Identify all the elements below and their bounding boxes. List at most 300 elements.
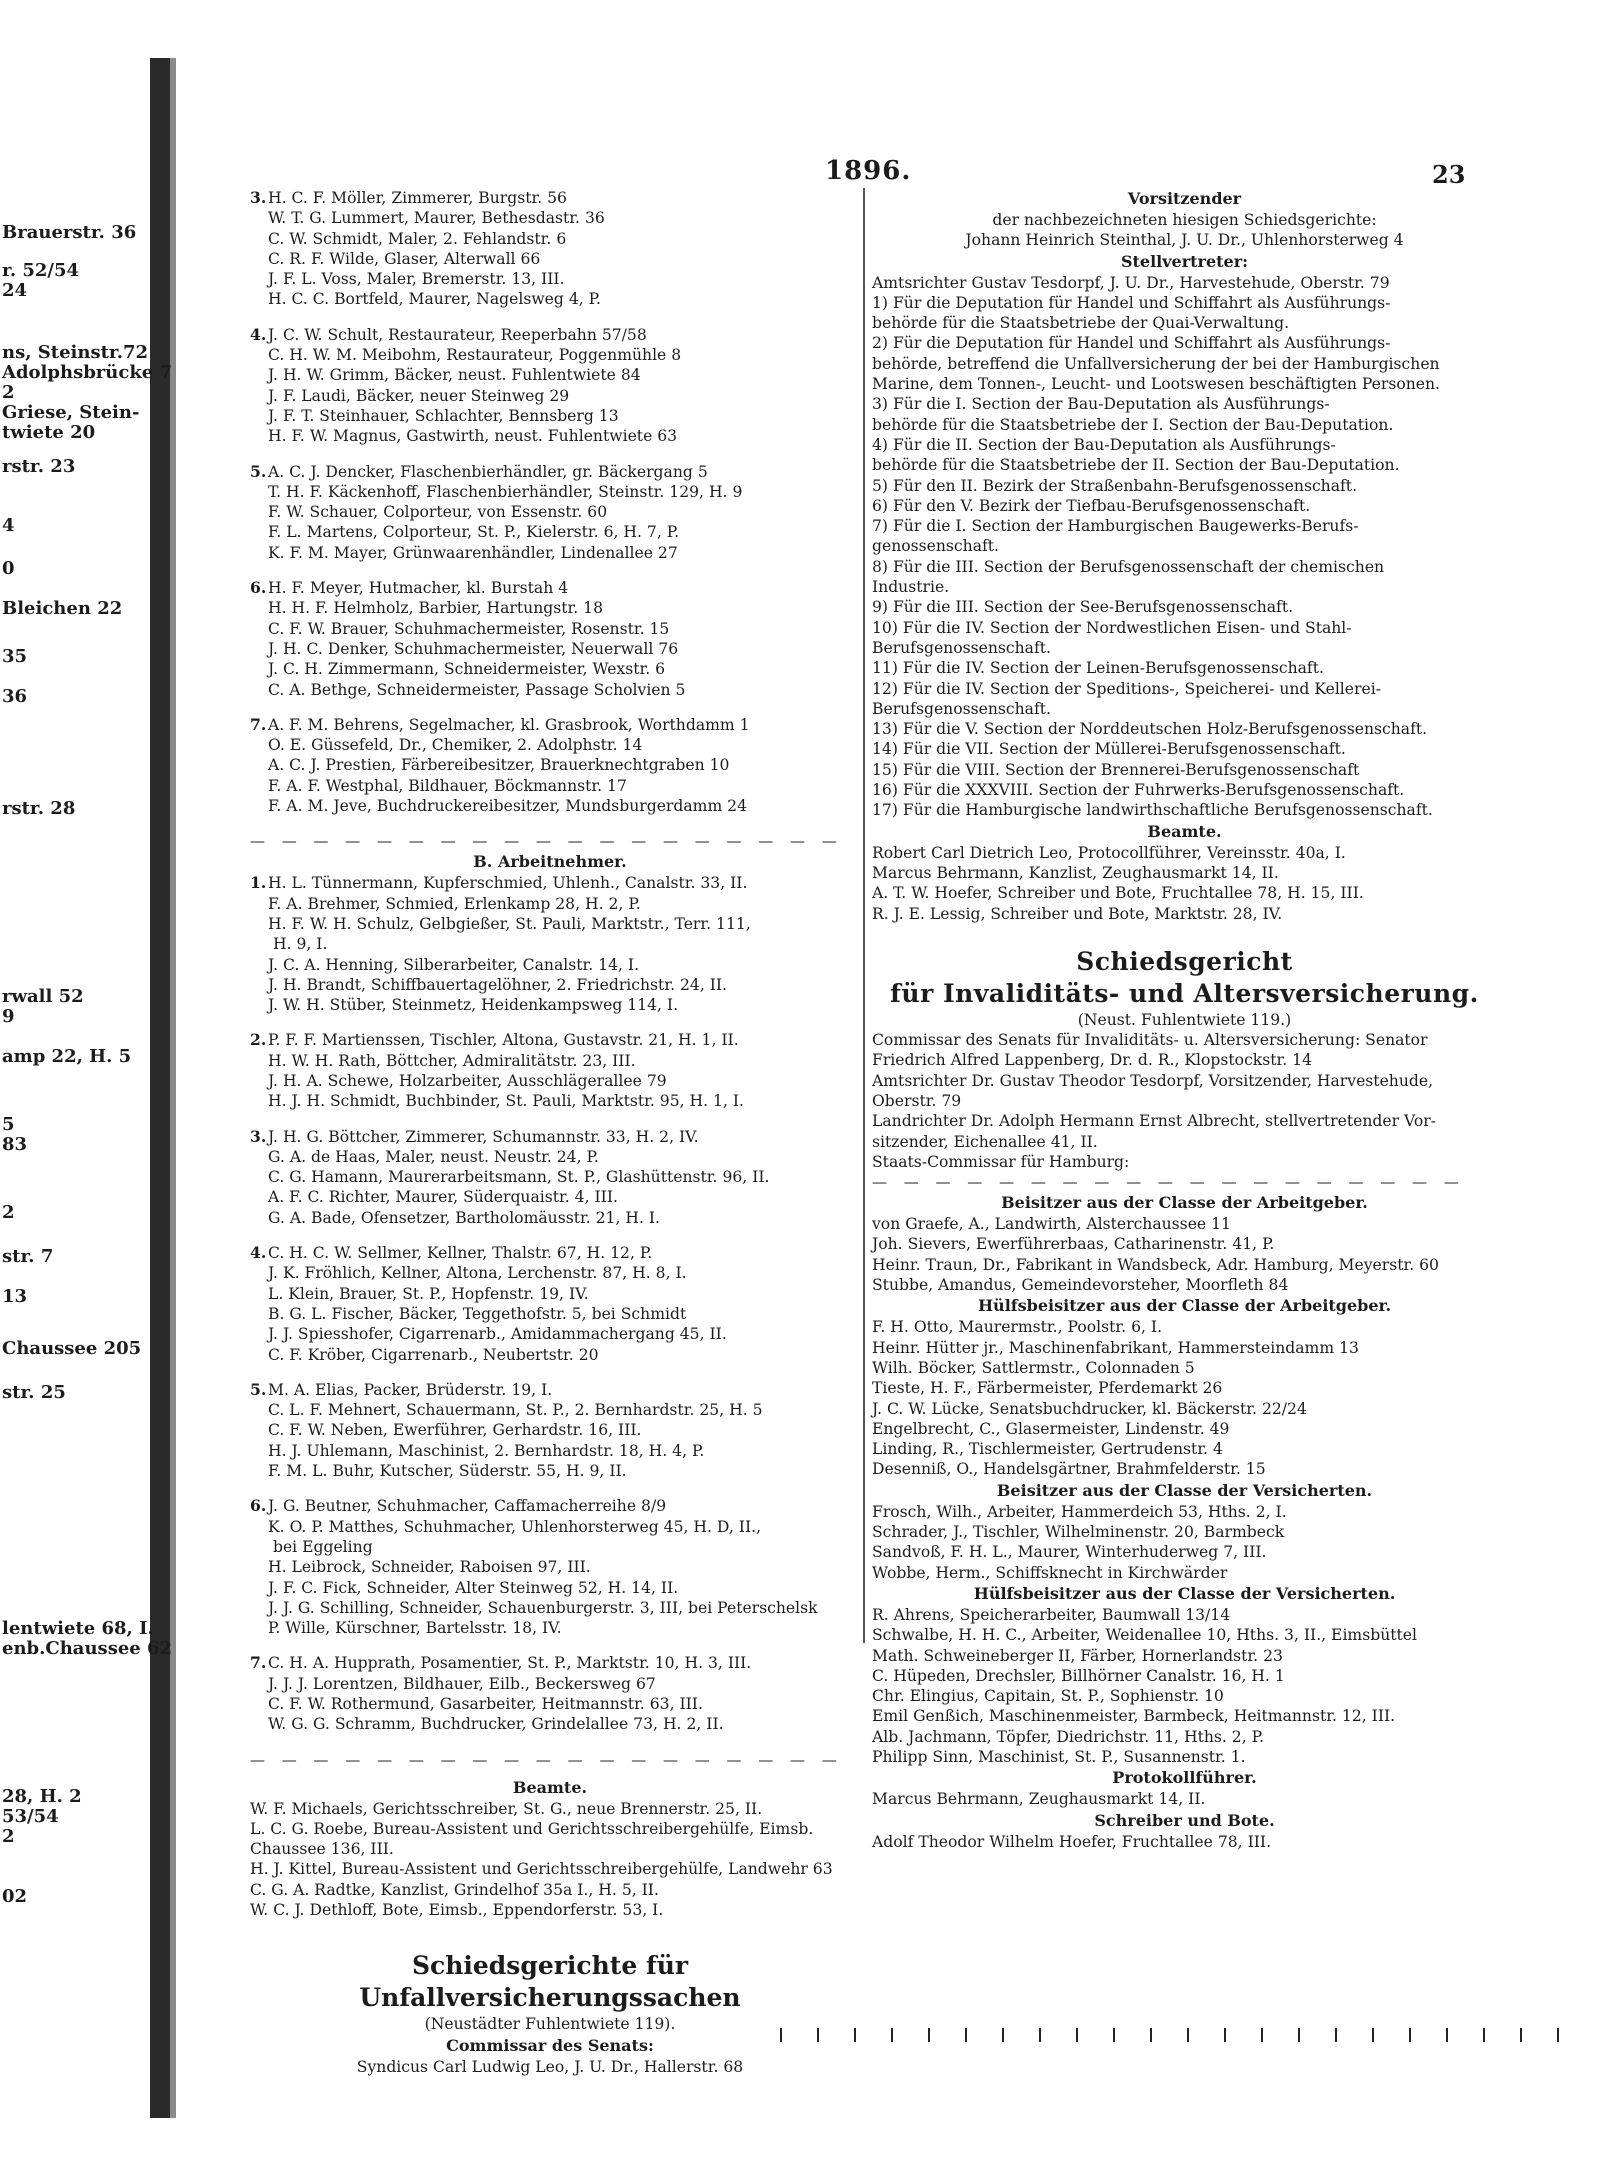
directory-entry [250, 1167, 850, 1187]
fragment-line: 13 [2, 1286, 28, 1307]
assessor-entry: Math. Schweineberger II, Färber, Hornerlandstr. 23 [872, 1646, 1283, 1665]
margin-tick [1113, 2028, 1115, 2042]
fragment-line: 53/54 [2, 1806, 59, 1827]
entry-text: A. C. J. Prestien, Färbereibesitzer, Brauerknechtgraben 10 [268, 756, 730, 775]
entry-text: J. F. C. Fick, Schneider, Alter Steinweg 52, H. 14, II. [268, 1578, 679, 1597]
scan-margin-marks [780, 2028, 1600, 2042]
fragment-line: rstr. 28 [2, 798, 76, 819]
assessor-group-heading: Protokollführer. [1112, 1768, 1257, 1788]
commissioner-name: Syndicus Carl Ludwig Leo, J. U. Dr., Hallerstr. 68 [356, 2057, 744, 2076]
group-number: 6. [250, 578, 267, 598]
fragment-line: 24 [2, 280, 28, 301]
spacer [250, 1920, 850, 1935]
entry-text: J. H. W. Grimm, Bäcker, neust. Fuhlentwiete 84 [268, 366, 641, 385]
directory-entry [250, 1127, 850, 1147]
directory-entry [250, 188, 850, 208]
intro-entry: Commissar des Senats für Invaliditäts- u. Altersversicherung: Senator [872, 1031, 1428, 1050]
deputy-heading: Stellvertreter: [1120, 251, 1249, 271]
spacer [250, 1638, 850, 1653]
fragment-line: 9 [2, 1006, 15, 1027]
fragment-line: 2 [2, 1826, 15, 1847]
fragment-line: lentwiete 68, I. [2, 1618, 154, 1639]
entry-text: F. W. Schauer, Colporteur, von Essenstr. 60 [268, 503, 608, 522]
margin-tick [1446, 2028, 1448, 2042]
fragment-line: Chaussee 205 [2, 1338, 142, 1359]
entry-text: J. G. Beutner, Schuhmacher, Caffamacherreihe 8/9 [268, 1497, 667, 1516]
margin-tick [780, 2028, 782, 2042]
deputy-name: Amtsrichter Gustav Tesdorpf, J. U. Dr., Harvestehude, Oberstr. 79 [872, 273, 1390, 292]
margin-tick [1483, 2028, 1485, 2042]
directory-entry [250, 269, 850, 289]
invalidity-court-title: Schiedsgericht [1076, 946, 1293, 976]
official-entry: R. J. E. Lessig, Schreiber und Bote, Marktstr. 28, IV. [872, 904, 1283, 923]
group-number: 1. [250, 873, 267, 893]
entry-text: H. C. F. Möller, Zimmerer, Burgstr. 56 [268, 189, 567, 207]
entry-text: H. H. F. Helmholz, Barbier, Hartungstr. 18 [268, 599, 603, 618]
official-entry: Robert Carl Dietrich Leo, Protocollführer, Vereinsstr. 40a, I. [872, 843, 1346, 862]
group-number: 7. [250, 714, 267, 734]
entry-text: A. C. J. Dencker, Flaschenbierhändler, gr. Bäckergang 5 [268, 462, 708, 481]
official-entry: W. F. Michaels, Gerichtsschreiber, St. G., neue Brennerstr. 25, II. [250, 1799, 763, 1818]
assessor-entry: Sandvoß, F. H. L., Maurer, Winterhuderweg 7, III. [872, 1543, 1267, 1562]
fragment-line: Brauerstr. 36 [2, 222, 137, 243]
entry-text: J. J. J. Lorentzen, Bildhauer, Eilb., Beckersweg 67 [268, 1674, 656, 1693]
entry-text: J. W. H. Stüber, Steinmetz, Heidenkampsweg 114, I. [268, 996, 679, 1015]
directory-entry [250, 1400, 850, 1420]
margin-tick [1039, 2028, 1041, 2042]
spacer [250, 1935, 850, 1950]
entry-text: C. A. Bethge, Schneidermeister, Passage Scholvien 5 [268, 680, 686, 699]
entry-text: C. H. C. W. Sellmer, Kellner, Thalstr. 67, H. 12, P. [268, 1244, 653, 1263]
chair-subtitle: der nachbezeichneten hiesigen Schiedsgerichte: [992, 211, 1377, 229]
entry-text: F. A. Brehmer, Schmied, Erlenkamp 28, H. 2, P. [268, 894, 641, 913]
entry-text: F. M. L. Buhr, Kutscher, Süderstr. 55, H. 9, II. [268, 1462, 627, 1481]
fragment-line: r. 52/54 [2, 260, 80, 281]
intro-entry: Friedrich Alfred Lappenberg, Dr. d. R., Klopstockstr. 14 [872, 1051, 1313, 1070]
official-entry: C. G. A. Radtke, Kanzlist, Grindelhof 35a I., H. 5, II. [250, 1880, 659, 1899]
fragment-line: 83 [2, 1134, 28, 1155]
entry-text: H. C. C. Bortfeld, Maurer, Nagelsweg 4, P. [268, 290, 601, 309]
entry-text: J. F. L. Voss, Maler, Bremerstr. 13, III. [268, 270, 565, 289]
assessor-entry: R. Ahrens, Speicherarbeiter, Baumwall 13/14 [872, 1605, 1231, 1624]
entry-text: A. F. C. Richter, Maurer, Süderquaistr. 4, III. [268, 1188, 618, 1207]
margin-tick [1224, 2028, 1226, 2042]
court-entry: 3) Für die I. Section der Bau-Deputation als Ausführungs- [872, 395, 1330, 414]
entry-text: F. A. F. Westphal, Bildhauer, Böckmannstr. 17 [268, 776, 627, 795]
fragment-line: enb.Chaussee 62 [2, 1638, 173, 1659]
margin-tick [1002, 2028, 1004, 2042]
assessor-entry: Stubbe, Amandus, Gemeindevorsteher, Moorfleth 84 [872, 1276, 1289, 1295]
entry-text: C. W. Schmidt, Maler, 2. Fehlandstr. 6 [268, 229, 567, 248]
court-entry: 17) Für die Hamburgische landwirthschaftliche Berufsgenossenschaft. [872, 801, 1433, 820]
directory-entry [250, 776, 850, 796]
margin-tick [1298, 2028, 1300, 2042]
entry-text: H. F. W. Magnus, Gastwirth, neust. Fuhlentwiete 63 [268, 427, 678, 446]
directory-entry [250, 543, 850, 563]
directory-entry [250, 1208, 850, 1228]
entry-text: P. F. F. Martienssen, Tischler, Altona, Gustavstr. 21, H. 1, II. [268, 1031, 739, 1050]
margin-tick [928, 2028, 930, 2042]
entry-text: C. H. A. Hupprath, Posamentier, St. P., Marktstr. 10, H. 3, III. [268, 1654, 752, 1673]
left-column [250, 188, 850, 2077]
group-number: 6. [250, 1496, 267, 1516]
margin-tick [1409, 2028, 1411, 2042]
entry-text: J. F. Laudi, Bäcker, neuer Steinweg 29 [268, 386, 570, 405]
entry-text: J. H. A. Schewe, Holzarbeiter, Ausschlägerallee 79 [268, 1071, 667, 1090]
assessor-entry: C. Hüpeden, Drechsler, Billhörner Canalstr. 16, H. 1 [872, 1666, 1285, 1685]
entry-text: J. J. G. Schilling, Schneider, Schauenburgerstr. 3, III, bei Peterschelsk [268, 1598, 818, 1617]
official-entry: H. J. Kittel, Bureau-Assistent und Gerichtsschreibergehülfe, Landwehr 63 [250, 1860, 833, 1879]
directory-entry [250, 955, 850, 975]
assessor-group-heading: Hülfsbeisitzer aus der Classe der Versicherten. [973, 1583, 1396, 1603]
directory-entry [250, 1496, 850, 1516]
entry-text: H. F. W. H. Schulz, Gelbgießer, St. Pauli, Marktstr., Terr. 111, [268, 914, 751, 933]
directory-entry [250, 482, 850, 502]
entry-text: H. W. H. Rath, Böttcher, Admiralitätstr. 23, III. [268, 1051, 636, 1070]
entry-text: C. F. W. Brauer, Schuhmachermeister, Rosenstr. 15 [268, 619, 670, 638]
assessor-entry: Wilh. Böcker, Sattlermstr., Colonnaden 5 [872, 1358, 1195, 1377]
group-number: 3. [250, 1126, 267, 1146]
entry-text: H. L. Tünnermann, Kupferschmied, Uhlenh., Canalstr. 33, II. [268, 874, 748, 893]
chair-heading: Vorsitzender [1127, 189, 1242, 208]
assessor-group-heading: Schreiber und Bote. [1094, 1810, 1275, 1830]
court-entry: 15) Für die VIII. Section der Brennerei-Berufsgenossenschaft [872, 760, 1360, 779]
entry-text: C. G. Hamann, Maurerarbeitsmann, St. P., Glashüttenstr. 96, II. [268, 1168, 770, 1187]
entry-text: J. F. T. Steinhauer, Schlachter, Bennsberg 13 [268, 406, 619, 425]
assessor-group-heading: Beisitzer aus der Classe der Versicherten. [996, 1480, 1373, 1500]
directory-entry [250, 1420, 850, 1440]
entry-text: L. Klein, Brauer, St. P., Hopfenstr. 19, IV. [268, 1284, 589, 1303]
fragment-line: 35 [2, 646, 28, 667]
court-entry: 11) Für die IV. Section der Leinen-Berufsgenossenschaft. [872, 659, 1324, 678]
margin-tick [1187, 2028, 1189, 2042]
accident-court-title: Schiedsgerichte für Unfallversicherungssachen [359, 1951, 741, 2013]
intro-entry: Staats-Commissar für Hamburg: [872, 1152, 1130, 1171]
group-number: 4. [250, 324, 267, 344]
invalidity-court-address: (Neust. Fuhlentwiete 119.) [1077, 1010, 1292, 1029]
entry-text: J. C. H. Zimmermann, Schneidermeister, Wexstr. 6 [268, 660, 666, 679]
assessor-entry: Joh. Sievers, Ewerführerbaas, Catharinenstr. 41, P. [872, 1235, 1275, 1254]
fragment-line: 4 [2, 515, 15, 536]
directory-entry [250, 755, 850, 775]
entry-text: O. E. Güssefeld, Dr., Chemiker, 2. Adolphstr. 14 [268, 736, 643, 755]
court-entry: Industrie. [872, 578, 950, 597]
directory-entry [250, 1071, 850, 1091]
directory-entry [250, 914, 850, 934]
directory-entry [250, 365, 850, 385]
margin-tick [854, 2028, 856, 2042]
directory-entry [250, 934, 850, 954]
official-entry: W. C. J. Dethloff, Bote, Eimsb., Eppendorferstr. 53, I. [250, 1901, 664, 1920]
entry-text: B. G. L. Fischer, Bäcker, Teggethofstr. 5, bei Schmidt [268, 1304, 687, 1323]
directory-entry [250, 406, 850, 426]
fragment-line: 02 [2, 1886, 28, 1907]
spacer [250, 310, 850, 325]
court-entry: 12) Für die IV. Section der Speditions-, Speicherei- und Kellerei- [872, 679, 1381, 698]
fragment-line: str. 25 [2, 1382, 66, 1403]
fragment-line: Adolphsbrücke 7 [2, 362, 173, 383]
directory-entry [250, 1674, 850, 1694]
entry-text: bei Eggeling [268, 1537, 373, 1556]
fragment-line: 5 [2, 1114, 15, 1135]
official-entry: L. C. G. Roebe, Bureau-Assistent und Gerichtsschreibergehülfe, Eimsb. [250, 1819, 814, 1838]
dash-separator: — — — — — — — — — — — — — — — — — — — [250, 832, 843, 851]
directory-entry [250, 1324, 850, 1344]
court-entry: 14) Für die VII. Section der Müllerei-Berufsgenossenschaft. [872, 740, 1346, 759]
assessor-entry: Frosch, Wilh., Arbeiter, Hammerdeich 53, Hths. 2, I. [872, 1502, 1287, 1521]
entry-text: C. F. W. Rothermund, Gasarbeiter, Heitmannstr. 63, III. [268, 1695, 703, 1713]
page-year: 1896. [825, 156, 912, 186]
directory-entry [250, 1653, 850, 1673]
group-number: 4. [250, 1243, 267, 1263]
assessor-entry: F. H. Otto, Maurermstr., Poolstr. 6, I. [872, 1318, 1163, 1337]
entry-text: J. H. G. Böttcher, Zimmerer, Schumannstr. 33, H. 2, IV. [268, 1127, 699, 1146]
directory-entry [250, 680, 850, 700]
fragment-line: twiete 20 [2, 422, 96, 443]
invalidity-court-subtitle: für Invaliditäts- und Altersversicherung. [890, 978, 1479, 1008]
entry-text: T. H. F. Käckenhoff, Flaschenbierhändler, Steinstr. 129, H. 9 [268, 482, 743, 501]
court-entry: Berufsgenossenschaft. [872, 638, 1051, 657]
directory-entry [250, 1598, 850, 1618]
spacer [250, 1365, 850, 1380]
intro-entry: Amtsrichter Dr. Gustav Theodor Tesdorpf, Vorsitzender, Harvestehude, [872, 1071, 1434, 1090]
intro-entry: Landrichter Dr. Adolph Hermann Ernst Albrecht, stellvertretender Vor- [872, 1112, 1436, 1131]
margin-tick [891, 2028, 893, 2042]
assessor-entry: Schwalbe, H. H. C., Arbeiter, Weidenallee 10, Hths. 3, II., Eimsbüttel [872, 1626, 1417, 1645]
assessor-entry: J. C. W. Lücke, Senatsbuchdrucker, kl. Bäckerstr. 22/24 [872, 1399, 1307, 1418]
entry-text: C. F. Kröber, Cigarrenarb., Neubertstr. 20 [268, 1345, 599, 1364]
spacer [250, 1112, 850, 1127]
margin-tick [1261, 2028, 1263, 2042]
officials-heading: Beamte. [512, 1777, 588, 1797]
court-entry: 7) Für die I. Section der Hamburgischen Baugewerks-Berufs- [872, 517, 1359, 536]
directory-entry [250, 873, 850, 893]
directory-entry [250, 1694, 850, 1714]
court-entry: 10) Für die IV. Section der Nordwestlichen Eisen- und Stahl- [872, 618, 1352, 637]
previous-page-fragment [0, 150, 173, 2100]
entry-text: C. F. W. Neben, Ewerführer, Gerhardstr. 16, III. [268, 1421, 642, 1440]
court-entry: 13) Für die V. Section der Norddeutschen Holz-Berufsgenossenschaft. [872, 720, 1428, 739]
fragment-line: rstr. 23 [2, 456, 76, 477]
dash-separator: — — — — — — — — — — — — — — — — — — — [872, 1173, 1465, 1192]
group-number: 2. [250, 1030, 267, 1050]
directory-entry [250, 325, 850, 345]
page-number: 23 [1432, 160, 1466, 189]
entry-text: J. K. Fröhlich, Kellner, Altona, Lerchenstr. 87, H. 8, I. [268, 1264, 687, 1283]
dash-separator: — — — — — — — — — — — — — — — — — — — [250, 1750, 843, 1769]
directory-entry [250, 1557, 850, 1577]
margin-tick [1520, 2028, 1522, 2042]
accident-court-address: (Neustädter Fuhlentwiete 119). [424, 2015, 676, 2034]
entry-text: J. C. A. Henning, Silberarbeiter, Canalstr. 14, I. [268, 955, 640, 974]
margin-tick [1076, 2028, 1078, 2042]
entry-text: M. A. Elias, Packer, Brüderstr. 19, I. [268, 1380, 553, 1399]
fragment-line: 28, H. 2 [2, 1786, 82, 1807]
spacer [250, 1735, 850, 1750]
assessor-entry: Alb. Jachmann, Töpfer, Diedrichstr. 11, Hths. 2, P. [872, 1727, 1264, 1746]
court-entry: 9) Für die III. Section der See-Berufsgenossenschaft. [872, 598, 1294, 617]
margin-tick [1372, 2028, 1374, 2042]
court-entry: 6) Für den V. Bezirk der Tiefbau-Berufsgenossenschaft. [872, 496, 1311, 515]
directory-entry [250, 1618, 850, 1638]
section-heading: B. Arbeitnehmer. [473, 852, 627, 872]
fragment-line: 36 [2, 686, 28, 707]
court-entry: Berufsgenossenschaft. [872, 699, 1051, 718]
entry-text: P. Wille, Kürschner, Bartelsstr. 18, IV. [268, 1619, 562, 1638]
court-entry: behörde, betreffend die Unfallversicherung der bei der Hamburgischen [872, 354, 1440, 373]
spacer [250, 1770, 850, 1777]
assessor-entry: Heinr. Hütter jr., Maschinenfabrikant, Hammersteindamm 13 [872, 1338, 1359, 1357]
directory-entry [250, 1263, 850, 1283]
assessor-entry: Tieste, H. F., Färbermeister, Pferdemarkt 26 [872, 1379, 1223, 1398]
spacer [250, 447, 850, 462]
spacer [250, 1015, 850, 1030]
entry-text: C. L. F. Mehnert, Schauermann, St. P., 2. Bernhardstr. 25, H. 5 [268, 1401, 763, 1420]
directory-entry [250, 1714, 850, 1734]
directory-entry [250, 995, 850, 1015]
directory-entry [250, 208, 850, 228]
intro-entry: Oberstr. 79 [872, 1091, 962, 1110]
chair-name: Johann Heinrich Steinthal, J. U. Dr., Uhlenhorsterweg 4 [965, 231, 1404, 250]
fragment-line: 2 [2, 1202, 15, 1223]
fragment-line: 0 [2, 558, 15, 579]
entry-text: H. J. Uhlemann, Maschinist, 2. Bernhardstr. 18, H. 4, P. [268, 1441, 705, 1460]
directory-entry [250, 1091, 850, 1111]
group-number: 7. [250, 1653, 267, 1673]
entry-text: C. R. F. Wilde, Glaser, Alterwall 66 [268, 249, 541, 268]
court-entry: 2) Für die Deputation für Handel und Schiffahrt als Ausführungs- [872, 334, 1391, 353]
court-entry: 4) Für die II. Section der Bau-Deputation als Ausführungs- [872, 435, 1336, 454]
assessor-entry: Emil Genßich, Maschinenmeister, Barmbeck, Heitmannstr. 12, III. [872, 1707, 1396, 1726]
official-entry: Chaussee 136, III. [250, 1840, 394, 1859]
directory-entry [250, 659, 850, 679]
column-divider [863, 188, 865, 1643]
entry-text: H. Leibrock, Schneider, Raboisen 97, III. [268, 1558, 591, 1577]
entry-text: F. L. Martens, Colporteur, St. P., Kielerstr. 6, H. 7, P. [268, 523, 680, 542]
directory-entry [250, 1147, 850, 1167]
assessor-entry: Desenniß, O., Handelsgärtner, Brahmfelderstr. 15 [872, 1460, 1266, 1479]
directory-entry [250, 715, 850, 735]
directory-page [200, 150, 1480, 2080]
assessor-entry: Linding, R., Tischlermeister, Gertrudenstr. 4 [872, 1440, 1223, 1459]
intro-entry: sitzender, Eichenallee 41, II. [872, 1132, 1098, 1151]
entry-text: J. C. W. Schult, Restaurateur, Reeperbahn 57/58 [268, 325, 647, 344]
spacer [872, 924, 1497, 939]
directory-entry [250, 386, 850, 406]
entry-text: F. A. M. Jeve, Buchdruckereibesitzer, Mundsburgerdamm 24 [268, 797, 748, 816]
entry-text: H. 9, I. [268, 935, 328, 954]
entry-text: J. H. Brandt, Schiffbauertagelöhner, 2. Friedrichstr. 24, II. [268, 975, 728, 994]
directory-entry [250, 1051, 850, 1071]
directory-entry [250, 619, 850, 639]
directory-entry [250, 1578, 850, 1598]
directory-entry [250, 1461, 850, 1481]
group-number: 5. [250, 461, 267, 481]
directory-entry [250, 1187, 850, 1207]
entry-text: W. G. G. Schramm, Buchdrucker, Grindelallee 73, H. 2, II. [268, 1715, 724, 1734]
spacer [250, 563, 850, 578]
directory-entry [250, 1517, 850, 1537]
assessor-entry: Marcus Behrmann, Zeughausmarkt 14, II. [872, 1790, 1206, 1809]
margin-tick [965, 2028, 967, 2042]
court-entry: 5) Für den II. Bezirk der Straßenbahn-Berufsgenossenschaft. [872, 476, 1358, 495]
court-entry: Marine, dem Tonnen-, Leucht- und Lootswesen beschäftigten Personen. [872, 375, 1441, 394]
officials-heading: Beamte. [1147, 821, 1222, 841]
court-entry: 8) Für die III. Section der Berufsgenossenschaft der chemischen [872, 557, 1385, 576]
directory-entry [250, 578, 850, 598]
entry-text: C. H. W. M. Meibohm, Restaurateur, Poggenmühle 8 [268, 346, 682, 365]
entry-text: K. O. P. Matthes, Schuhmacher, Uhlenhorsterweg 45, H. D, II., [268, 1517, 762, 1536]
directory-entry [250, 735, 850, 755]
fragment-line: ns, Steinstr.72 [2, 342, 149, 363]
directory-entry [250, 289, 850, 309]
commissioner-heading: Commissar des Senats: [446, 2035, 654, 2055]
margin-tick [1335, 2028, 1337, 2042]
fragment-line: Bleichen 22 [2, 598, 123, 619]
margin-tick [1557, 2028, 1559, 2042]
entry-text: A. F. M. Behrens, Segelmacher, kl. Grasbrook, Worthdamm 1 [268, 715, 750, 734]
official-entry: A. T. W. Hoefer, Schreiber und Bote, Fruchtallee 78, H. 15, III. [872, 884, 1364, 903]
directory-entry [250, 502, 850, 522]
directory-entry [250, 598, 850, 618]
assessor-entry: Wobbe, Herm., Schiffsknecht in Kirchwärder [872, 1563, 1228, 1582]
fragment-line: Griese, Stein- [2, 402, 140, 423]
entry-text: J. H. C. Denker, Schuhmachermeister, Neuerwall 76 [268, 639, 679, 658]
directory-entry [250, 975, 850, 995]
directory-entry [250, 1537, 850, 1557]
fragment-line: 2 [2, 382, 15, 403]
right-column [872, 188, 1497, 1852]
entry-text: H. F. Meyer, Hutmacher, kl. Burstah 4 [268, 579, 569, 598]
directory-entry [250, 1441, 850, 1461]
directory-entry [250, 1243, 850, 1263]
directory-entry [250, 1304, 850, 1324]
court-entry: genossenschaft. [872, 537, 999, 556]
directory-entry [250, 249, 850, 269]
assessor-group-heading: Beisitzer aus der Classe der Arbeitgeber. [1001, 1193, 1368, 1213]
group-number: 3. [250, 188, 267, 207]
entry-text: G. A. Bade, Ofensetzer, Bartholomäusstr. 21, H. I. [268, 1208, 661, 1227]
margin-tick [1150, 2028, 1152, 2042]
entry-text: H. J. H. Schmidt, Buchbinder, St. Pauli, Marktstr. 95, H. 1, I. [268, 1092, 744, 1111]
assessor-entry: Schrader, J., Tischler, Wilhelminenstr. 20, Barmbeck [872, 1523, 1285, 1542]
court-entry: 1) Für die Deputation für Handel und Schiffahrt als Ausführungs- [872, 293, 1391, 312]
spacer [250, 816, 850, 831]
group-number: 5. [250, 1379, 267, 1399]
directory-entry [250, 1380, 850, 1400]
spacer [250, 1228, 850, 1243]
court-entry: behörde für die Staatsbetriebe der I. Section der Bau-Deputation. [872, 415, 1394, 434]
directory-entry [250, 1030, 850, 1050]
directory-entry [250, 639, 850, 659]
directory-entry [250, 1284, 850, 1304]
entry-text: J. J. Spiesshofer, Cigarrenarb., Amidammachergang 45, II. [268, 1325, 727, 1344]
assessor-entry: Adolf Theodor Wilhelm Hoefer, Fruchtallee 78, III. [872, 1832, 1272, 1851]
margin-tick [817, 2028, 819, 2042]
assessor-entry: Heinr. Traun, Dr., Fabrikant in Wandsbeck, Adr. Hamburg, Meyerstr. 60 [872, 1255, 1439, 1274]
directory-entry [250, 462, 850, 482]
fragment-line: str. 7 [2, 1246, 54, 1267]
assessor-entry: von Graefe, A., Landwirth, Alsterchaussee 11 [872, 1215, 1231, 1234]
entry-text: G. A. de Haas, Maler, neust. Neustr. 24, P. [268, 1147, 599, 1166]
directory-entry [250, 229, 850, 249]
fragment-line: rwall 52 [2, 986, 84, 1007]
directory-entry [250, 426, 850, 446]
directory-entry [250, 894, 850, 914]
court-entry: 16) Für die XXXVIII. Section der Fuhrwerks-Berufsgenossenschaft. [872, 781, 1405, 800]
directory-entry [250, 1345, 850, 1365]
court-entry: behörde für die Staatsbetriebe der II. Section der Bau-Deputation. [872, 456, 1400, 475]
